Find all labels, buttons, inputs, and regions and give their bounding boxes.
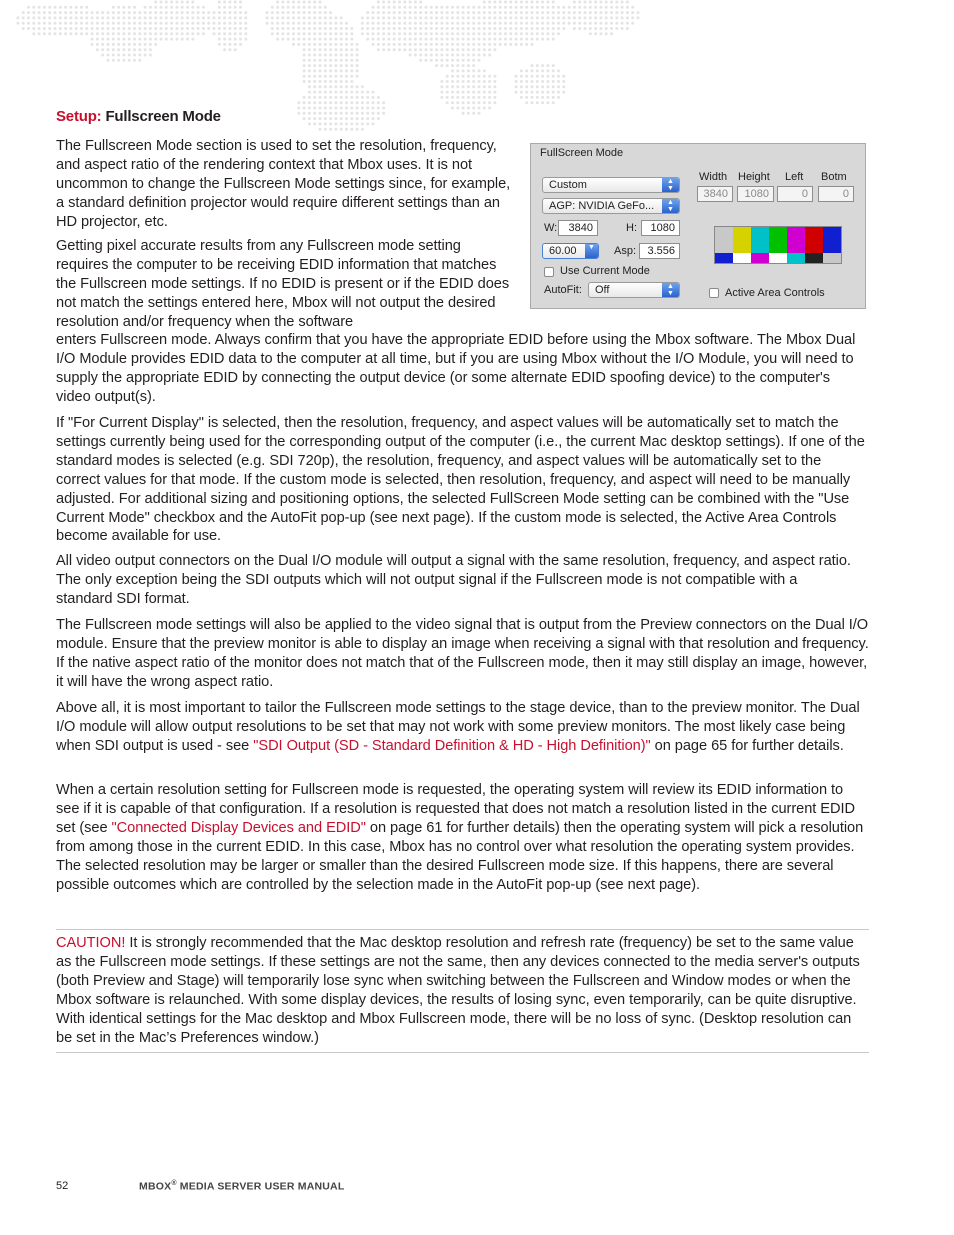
paragraph-edid-continued: enters Fullscreen mode. Always confirm that you have the appropriate EDID before using the Mbox software. The Mbox Dual I/O Module provides EDID data to the computer at all time, but if you are using Mbox without the I/O Module, you will need to supply the appropriate EDID by connecting the output device (or some alternate EDID spoofing device) to the computer's video output(s). [56,332,856,405]
autofit-label: AutoFit: [544,284,582,296]
popup-arrows-icon: ▲ ▼ [662,178,679,192]
panel-title: FullScreen Mode [540,147,624,159]
section-heading [56,108,221,125]
active-area-controls-label: Active Area Controls [725,287,825,299]
stage-text-before: Above all, it is most important to tailor the Fullscreen mode settings to the stage device, than to the preview monitor. The Dual I/O module will allow output resolutions to be set that may not work with some preview monitors. The most likely case being when SDI output is used - see [56,700,860,754]
caution-top-rule [56,929,869,930]
frequency-value: 60.00 [549,245,577,257]
active-left-field[interactable]: 0 [777,186,813,202]
color-bar-bottom [805,253,824,263]
active-height-label: Height [738,171,770,183]
color-bar [787,227,806,253]
paragraph-edid-requirement: Getting pixel accurate results from any Fullscreen mode setting requires the computer to be receiving EDID information that matches the Fullscreen mode settings. If no EDID is present or if the EDID does not match the settings entered here, Mbox will not output the desired resolution and/or frequency when the software [56,238,510,330]
use-current-mode-checkbox[interactable] [544,267,554,277]
active-width-field[interactable]: 3840 [697,186,733,202]
color-bar-bottom [769,253,788,263]
active-bottom-field[interactable]: 0 [818,186,854,202]
h-label: H: [626,222,637,234]
manual-title [139,1180,344,1193]
manual-title-text: MEDIA SERVER USER MANUAL [176,1180,345,1193]
color-bar [715,227,734,253]
heading-title: Fullscreen Mode [105,108,221,125]
paragraph-stage-device [56,699,869,756]
caution-text: It is strongly recommended that the Mac desktop resolution and refresh rate (frequency) be set to the same value as the Fullscreen mode settings. If these settings are not the same, then any devices connected to the media server's outputs (both Preview and Stage) will temporarily lose sync when switching between the Fullscreen and Window modes or when the Mbox software is relaunched. With some display devices, the results of losing sync, even temporarily, can be quite disruptive. With identical settings for the Mac desktop and Mbox Fullscreen mode, there will be no loss of sync. (Desktop resolution can be set in the Mac’s Preferences window.) [56,935,860,1046]
stage-text-after: on page 65 for further details. [650,737,844,754]
caution-bottom-rule [56,1052,869,1053]
use-current-mode-label: Use Current Mode [560,265,650,277]
color-bar-bottom [751,253,770,263]
w-label: W: [544,222,558,234]
paragraph-preview: The Fullscreen mode settings will also be applied to the video signal that is output from the Preview connectors on the Dual I/O module. Ensure that the preview monitor is able to display an image when receiving a signal with that resolution and frequency. If the native aspect ratio of the monitor does not match that of the Fullscreen mode, then it may still display an image, however, it will have the wrong aspect ratio. [56,617,869,690]
fullscreen-mode-panel [530,143,866,309]
color-bar [751,227,770,253]
popup-arrows-icon: ▲ ▼ [662,199,679,213]
mode-popup[interactable] [542,177,680,193]
caution-label: CAUTION! [56,935,126,951]
heading-prefix: Setup: [56,108,102,125]
color-bar-bottom [823,253,842,263]
brand-name: MBOX [139,1180,172,1193]
height-field[interactable]: 1080 [641,220,680,236]
page-number: 52 [56,1180,69,1192]
popup-arrows-icon: ▲ ▼ [662,283,679,297]
edid-text-after: on page 61 for further details) then the operating system will pick a resolution from among those in the current EDID. In this case, Mbox has no control over what resolution the operating system provides. The selected resolution may be larger or smaller than the desired Fullscreen mode size. If this happens, there are several possible outcomes which are controlled by the selection made in the AutoFit pop-up (see next page). [56,819,864,893]
color-bar [823,227,842,253]
color-bar-bottom [787,253,806,263]
paragraph-resolution-request [56,781,869,894]
paragraph-current-display: If "For Current Display" is selected, then the resolution, frequency, and aspect values will be automatically set to match the settings currently being used for the corresponding output of the computer (i.e., the current Mac desktop settings). If one of the standard modes is selected (e.g. SDI 720p), the resolution, frequency, and aspect values will be automatically set to the correct values for that mode. If the custom mode is selected, then resolution, frequency, and aspect will need to be manually adjusted. For additional sizing and positioning options, the selected FullScreen Mode setting can be combined with the "Use Current Mode" checkbox and the AutoFit pop-up (see next page). If the custom mode is selected, the Active Area Controls become available for use. [56,415,865,545]
paragraph-intro: The Fullscreen Mode section is used to set the resolution, frequency, and aspect ratio of the rendering context that Mbox uses. It is not uncommon to change the Fullscreen Mode settings since, for example, a standard definition projector would require different settings than an HD projector, etc. [56,138,511,230]
caution-note [56,934,869,1047]
color-bar [733,227,752,253]
active-height-field[interactable]: 1080 [737,186,774,202]
active-width-label: Width [699,171,728,183]
display-popup[interactable] [542,198,680,214]
color-bar [769,227,788,253]
autofit-popup[interactable] [588,282,680,298]
color-bars-preview [714,226,842,264]
color-bar-bottom [733,253,752,263]
aspect-field[interactable]: 3.556 [639,243,680,259]
display-popup-value: AGP: NVIDIA GeFo... [549,200,655,212]
color-bar-bottom [715,253,734,263]
link-sdi-output[interactable]: "SDI Output (SD - Standard Definition & HD - High Definition)" [253,737,651,754]
mode-popup-value: Custom [549,179,587,191]
edid-text-before: When a certain resolution setting for Fullscreen mode is requested, the operating system will review its EDID information to see if it is capable of that configuration. If a resolution is requested that does not match a resolution listed in the current EDID set (see [56,782,855,836]
active-bottom-label: Botm [821,171,847,183]
link-connected-display-devices[interactable]: "Connected Display Devices and EDID" [111,819,366,836]
registered-mark: ® [171,1180,177,1187]
active-left-label: Left [785,171,804,183]
active-area-controls-checkbox[interactable] [709,288,719,298]
color-bar [805,227,824,253]
paragraph-output-connectors: All video output connectors on the Dual I/O module will output a signal with the same resolution, frequency, and aspect ratio. The only exception being the SDI outputs which will not output signal if the Fullscreen mode is not compatible with a standard SDI format. [56,553,851,607]
asp-label: Asp: [614,245,637,257]
frequency-popup[interactable] [542,243,599,259]
popup-arrow-icon: ▼ [585,244,598,258]
autofit-value: Off [595,284,610,296]
width-field[interactable]: 3840 [558,220,598,236]
